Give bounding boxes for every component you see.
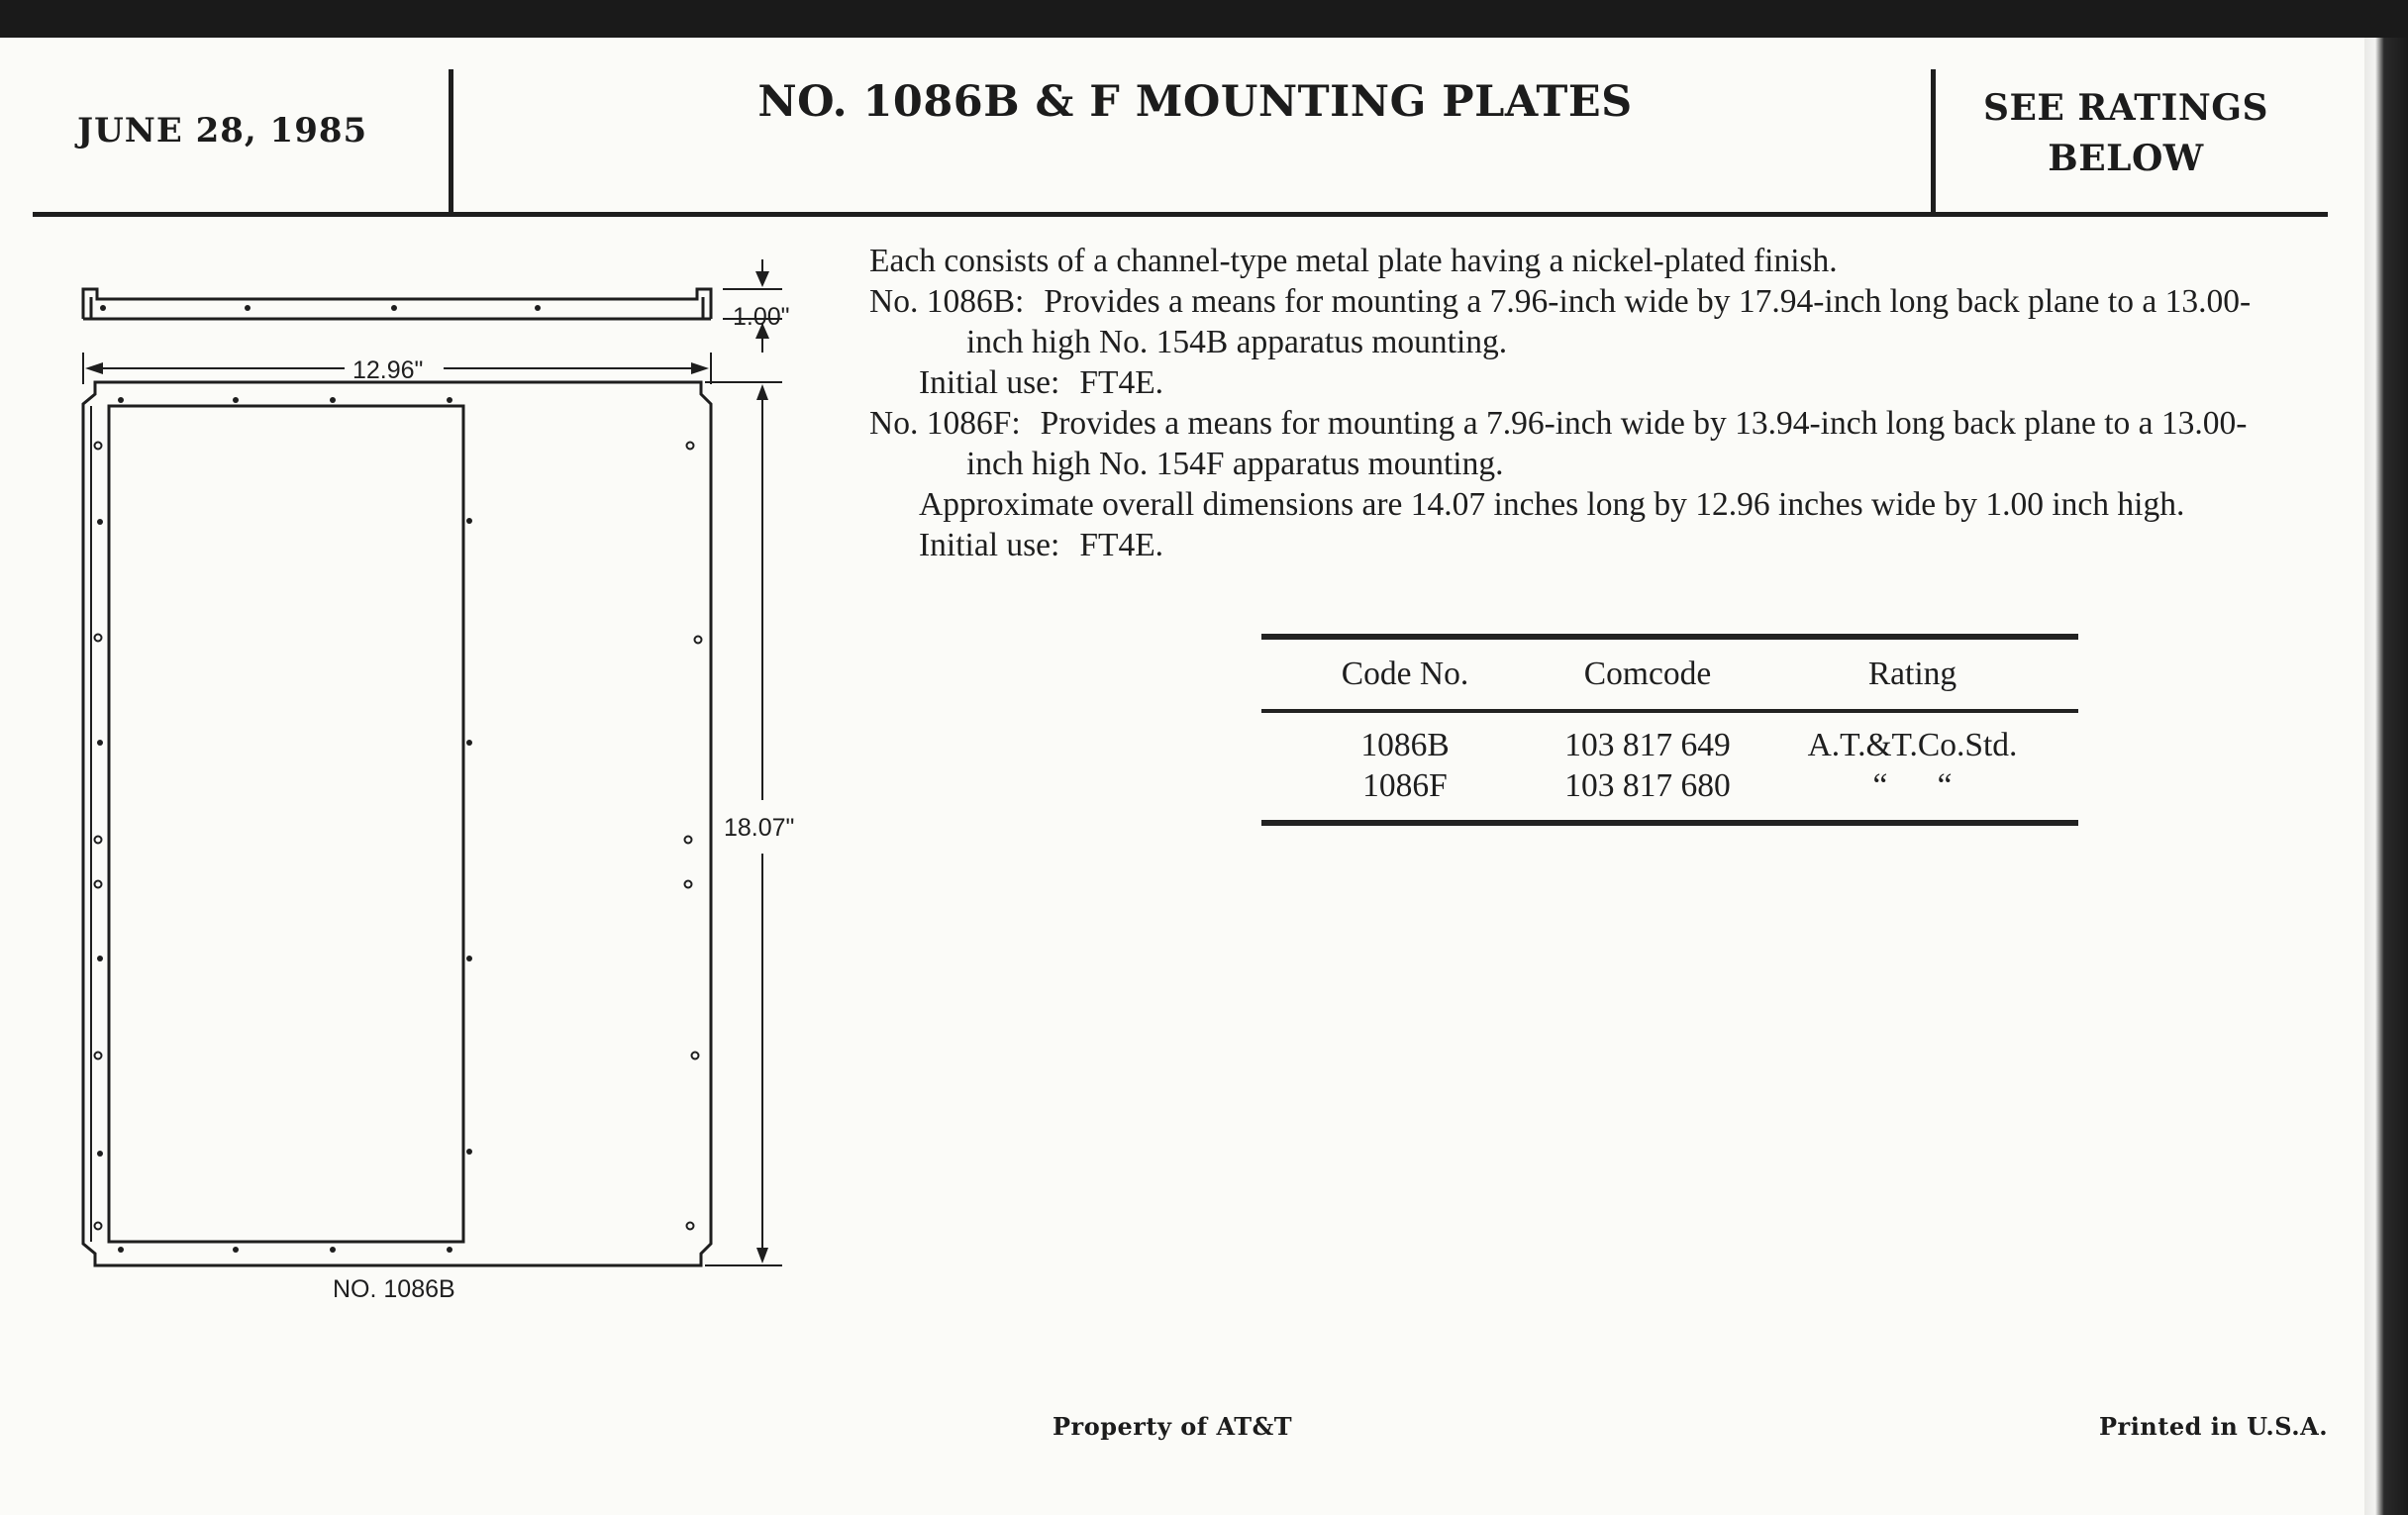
printed-notice: Printed in U.S.A. xyxy=(2099,1412,2329,1441)
ratings-note xyxy=(1943,83,2309,184)
header-rule xyxy=(33,212,2328,217)
code-cell: 1086F xyxy=(1362,767,1448,804)
column-header-code: Code No. xyxy=(1341,656,1469,692)
drawing-caption: NO. 1086B xyxy=(333,1275,455,1303)
code-cell: 1086B xyxy=(1360,727,1450,763)
initial-use-value: FT4E. xyxy=(1079,527,1164,563)
issue-date: JUNE 28, 1985 xyxy=(77,111,368,151)
height-dimension-label: 1.00" xyxy=(733,303,790,331)
description-1086f-text: Provides a means for mounting a 7.96-inch wide by 13.94-inch long back plane to a 13.00-inch high No. 154F apparatus mounting. xyxy=(966,405,2248,482)
initial-use-label: Initial use: xyxy=(919,527,1060,563)
width-dimension-label: 12.96" xyxy=(352,356,424,384)
table-row xyxy=(1261,725,2078,765)
table-bottom-rule xyxy=(1261,820,2078,826)
table-row xyxy=(1261,765,2078,806)
property-notice: Property of AT&T xyxy=(1053,1412,1293,1441)
code-label-1086f: No. 1086F: xyxy=(869,405,1021,442)
card-edge xyxy=(2364,38,2408,1515)
description-1086f xyxy=(869,403,2295,484)
description-1086b-text: Provides a means for mounting a 7.96-inch wide by 17.94-inch long back plane to a 13.00-inch high No. 154B apparatus mounting. xyxy=(966,283,2252,360)
length-dimension-label: 18.07" xyxy=(724,814,795,842)
description-1086b xyxy=(869,281,2295,362)
initial-use-label: Initial use: xyxy=(919,364,1060,401)
ratings-table xyxy=(1261,634,2078,826)
ratings-note-line2: BELOW xyxy=(2048,138,2204,179)
initial-use-1086b xyxy=(869,362,2295,403)
rating-cell: “ “ xyxy=(1872,767,1953,804)
overall-dimensions: Approximate overall dimensions are 14.07 inches long by 12.96 inches wide by 1.00 inch high. xyxy=(919,486,2185,523)
header-divider-left xyxy=(449,69,453,214)
initial-use-value: FT4E. xyxy=(1079,364,1164,401)
initial-use-1086f xyxy=(869,525,2295,565)
page-title: NO. 1086B & F MOUNTING PLATES xyxy=(757,77,1633,127)
header-divider-right xyxy=(1931,69,1936,214)
description-intro: Each consists of a channel-type metal plate having a nickel-plated finish. xyxy=(869,243,1838,279)
description xyxy=(869,241,2295,565)
code-label-1086b: No. 1086B: xyxy=(869,283,1025,320)
column-header-rating: Rating xyxy=(1867,656,1957,692)
comcode-cell: 103 817 680 xyxy=(1564,767,1731,804)
ratings-note-line1: SEE RATINGS xyxy=(1982,87,2269,129)
table-header-row xyxy=(1261,640,2078,709)
comcode-cell: 103 817 649 xyxy=(1564,727,1731,763)
column-header-comcode: Comcode xyxy=(1583,656,1712,692)
mounting-plate-drawing xyxy=(0,248,852,1317)
rating-cell: A.T.&T.Co.Std. xyxy=(1807,727,2018,763)
